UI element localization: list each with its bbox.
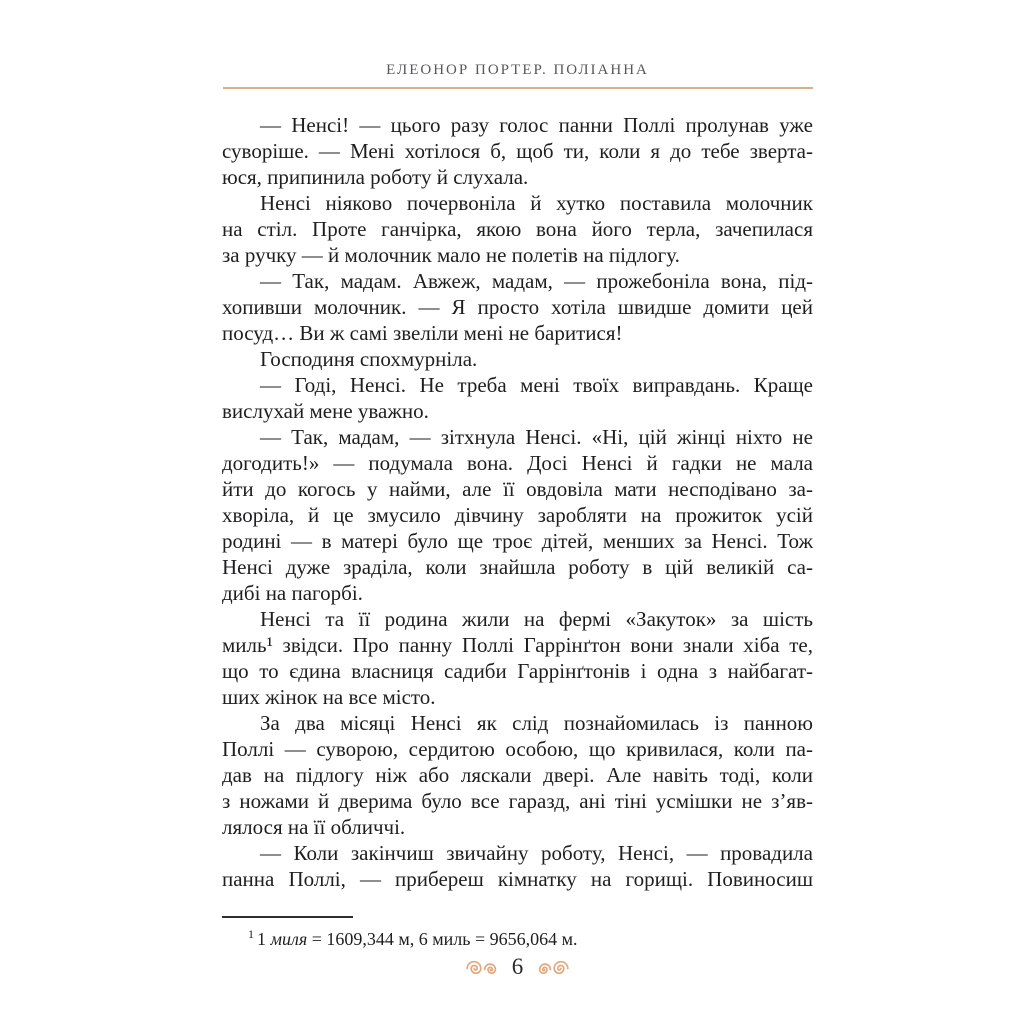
text-line: дав на підлогу ніж або ляскали двері. Але навіть тоді, коли bbox=[222, 763, 813, 787]
footnote-marker: 1 bbox=[248, 927, 254, 941]
text-line: Ненсі дуже зраділа, коли знайшла роботу в цій великій са- bbox=[222, 555, 813, 579]
footnote-term: миля bbox=[270, 929, 308, 949]
swirl-ornament-right-icon bbox=[533, 957, 569, 977]
text-line: хворіла, й це змусило дівчину заробляти на прожиток усій bbox=[222, 503, 813, 527]
footnote-rule bbox=[222, 916, 353, 918]
text-line: — Так, мадам. Авжеж, мадам, — прожебоніла вона, під- bbox=[260, 269, 813, 293]
footnote-lead: 1 bbox=[257, 929, 266, 949]
text-line: юся, припинила роботу й слухала. bbox=[222, 165, 529, 189]
text-line: Ненсі та її родина жили на фермі «Закуток» за шість bbox=[260, 607, 813, 631]
text-line: на стіл. Проте ганчірка, якою вона його терла, зачепилася bbox=[222, 217, 813, 241]
text-line: що то єдина власниця садиби Гаррінґтонів і одна з найбагат- bbox=[222, 659, 813, 683]
text-line: родині — в матері було ще троє дітей, менших за Ненсі. Тож bbox=[222, 529, 813, 553]
body-text bbox=[222, 112, 813, 892]
text-line: Поллі — суворою, сердитою особою, що кривилася, коли па- bbox=[222, 737, 813, 761]
text-line: вислухай мене уважно. bbox=[222, 399, 429, 423]
text-line: дибі на пагорбі. bbox=[222, 581, 363, 605]
text-line: за ручку — й молочник мало не полетів на підлогу. bbox=[222, 243, 680, 267]
text-line: панна Поллі, — прибереш кімнатку на горищі. Повиносиш bbox=[222, 867, 813, 891]
swirl-ornament-left-icon bbox=[466, 957, 502, 977]
text-line: ших жінок на все місто. bbox=[222, 685, 436, 709]
text-line: хопивши молочник. — Я просто хотіла швидше домити цей bbox=[222, 295, 813, 319]
footnote bbox=[222, 927, 813, 951]
text-line: суворіше. — Мені хотілося б, щоб ти, коли я до тебе зверта- bbox=[222, 139, 813, 163]
footnote-rest: = 1609,344 м, 6 миль = 9656,064 м. bbox=[311, 929, 578, 949]
text-line: посуд… Ви ж самі звеліли мені не баритися! bbox=[222, 321, 623, 345]
text-line: — Годі, Ненсі. Не треба мені твоїх виправдань. Краще bbox=[260, 373, 813, 397]
page-number: 6 bbox=[511, 954, 524, 979]
text-line: Господиня спохмурніла. bbox=[260, 347, 478, 371]
text-line: з ножами й дверима було все гаразд, ані тіні усмішки не з’яв- bbox=[222, 789, 813, 813]
page-footer bbox=[222, 950, 813, 984]
header-rule bbox=[223, 87, 813, 89]
text-line: Ненсі ніяково почервоніла й хутко поставила молочник bbox=[260, 191, 813, 215]
text-line: йти до когось у найми, але її овдовіла мати несподівано за- bbox=[222, 477, 813, 501]
running-head: ЕЛЕОНОР ПОРТЕР. ПОЛІАННА bbox=[386, 62, 649, 78]
text-line: За два місяці Ненсі як слід познайомилась із панною bbox=[260, 711, 813, 735]
text-line: догодить!» — подумала вона. Досі Ненсі й гадки не мала bbox=[222, 451, 813, 475]
text-line: лялося на її обличчі. bbox=[222, 815, 406, 839]
text-line: — Коли закінчиш звичайну роботу, Ненсі, — провадила bbox=[260, 841, 813, 865]
text-line: — Ненсі! — цього разу голос панни Поллі пролунав уже bbox=[260, 113, 813, 137]
text-line: — Так, мадам, — зітхнула Ненсі. «Ні, цій жінці ніхто не bbox=[260, 425, 813, 449]
text-line: миль¹ звідси. Про панну Поллі Гаррінґтон вони знали хіба те, bbox=[222, 633, 813, 657]
